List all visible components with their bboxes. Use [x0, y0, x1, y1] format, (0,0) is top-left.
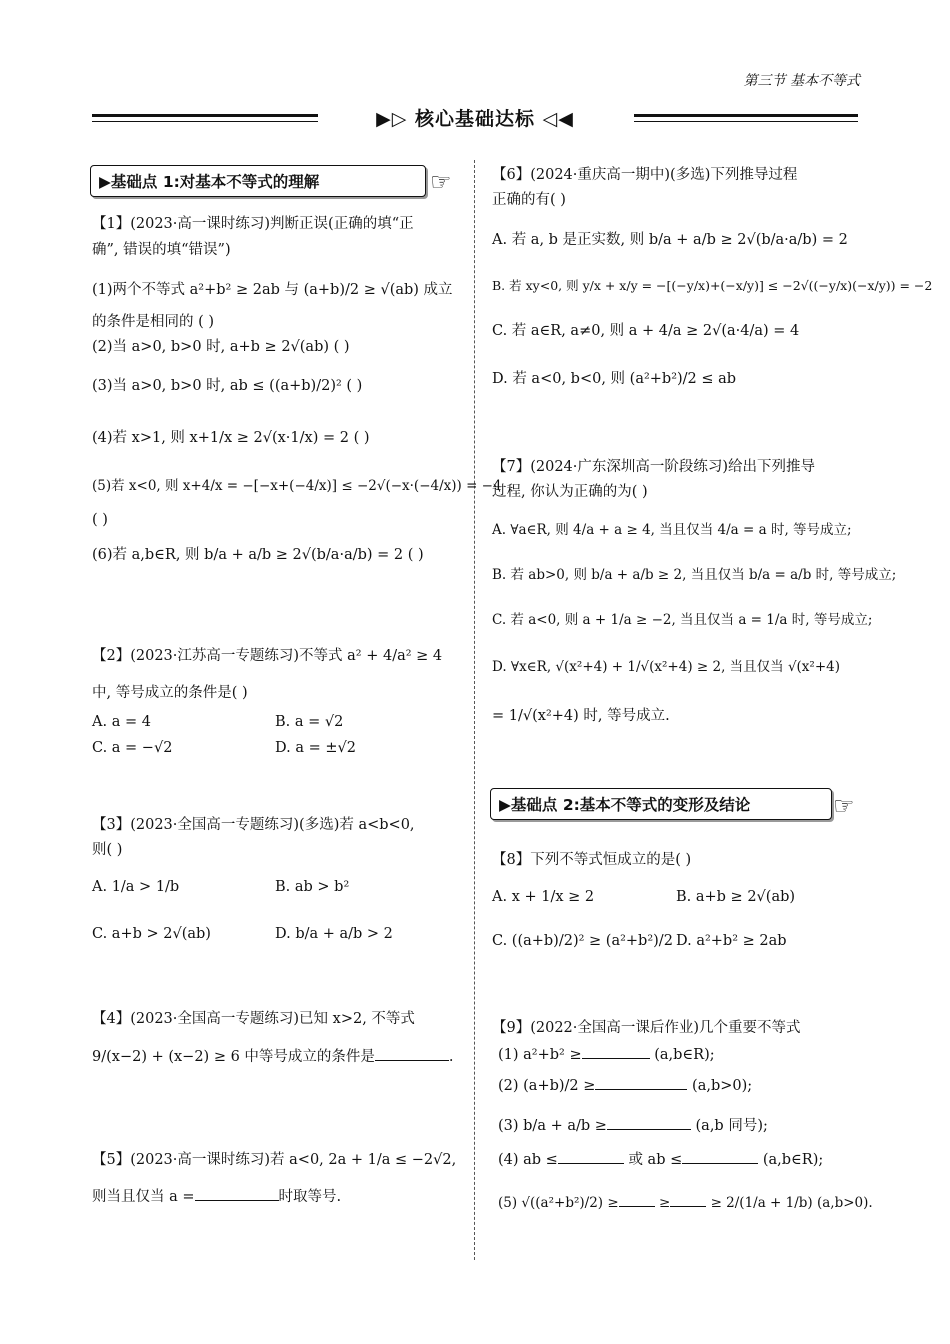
q1-3: (3)当 a>0, b>0 时, ab ≤ ((a+b)/2)² ( ) [92, 378, 363, 394]
banner-rule-right [634, 114, 858, 117]
q9-1-blank[interactable] [582, 1044, 650, 1059]
q2-line1: 【2】(2023·江苏高一专题练习)不等式 a² + 4/a² ≥ 4 [92, 648, 443, 664]
q7-line1: 【7】(2024·广东深圳高一阶段练习)给出下列推导 [492, 459, 816, 475]
column-divider [474, 160, 475, 1260]
q4-line1: 【4】(2023·全国高一专题练习)已知 x>2, 不等式 [92, 1011, 415, 1027]
q9-2 [498, 1075, 752, 1096]
q9-1-cond: (a,b∈R); [654, 1047, 715, 1063]
section-2-label: ▶基础点 2:基本不等式的变形及结论 [490, 788, 832, 820]
q3-option-d: D. b/a + a/b > 2 [275, 926, 393, 942]
pointing-hand-icon-2: ☞ [833, 792, 855, 820]
q9-4-cond: (a,b∈R); [762, 1152, 824, 1168]
q7-option-c: C. 若 a<0, 则 a + 1/a ≥ −2, 当且仅当 a = 1/a 时, 等号成立; [492, 612, 873, 628]
q9-3-text: (3) b/a + a/b ≥ [498, 1118, 607, 1134]
q9-4 [498, 1149, 823, 1170]
q6-line2: 正确的有( ) [492, 192, 566, 208]
q9-3 [498, 1115, 768, 1136]
q5-line2 [92, 1186, 341, 1207]
q5-line1: 【5】(2023·高一课时练习)若 a<0, 2a + 1/a ≤ −2√2, [92, 1152, 457, 1168]
q1-line2: 确”, 错误的填“错误”) [92, 242, 231, 258]
q2-option-a: A. a = 4 [92, 714, 151, 730]
q5-line2-tail: 时取等号. [278, 1189, 342, 1205]
section-1-label: ▶基础点 1:对基本不等式的理解 [90, 165, 426, 197]
q9-2-cond: (a,b>0); [692, 1078, 753, 1094]
q5-line2-text: 则当且仅当 a = [92, 1189, 195, 1205]
q9-2-blank[interactable] [595, 1075, 687, 1090]
q8-option-d: D. a²+b² ≥ 2ab [676, 933, 787, 949]
q9-4-text: (4) ab ≤ [498, 1152, 558, 1168]
q1-6: (6)若 a,b∈R, 则 b/a + a/b ≥ 2√(b/a·a/b) = 2 ( ) [92, 547, 424, 563]
q8-option-a: A. x + 1/x ≥ 2 [492, 889, 595, 905]
q4-answer-blank[interactable] [375, 1046, 449, 1061]
q9-line1: 【9】(2022·全国高一课后作业)几个重要不等式 [492, 1020, 801, 1036]
q9-3-cond: (a,b 同号); [695, 1118, 768, 1134]
q9-4-blank-a[interactable] [558, 1149, 624, 1164]
q6-option-d: D. 若 a<0, b<0, 则 (a²+b²)/2 ≤ ab [492, 371, 737, 387]
q4-line2-text: 9/(x−2) + (x−2) ≥ 6 中等号成立的条件是 [92, 1049, 375, 1065]
banner-rule-right-thin [634, 121, 858, 122]
q1-1-cont: 的条件是相同的 ( ) [92, 314, 215, 330]
q1-2: (2)当 a>0, b>0 时, a+b ≥ 2√(ab) ( ) [92, 339, 350, 355]
section-header: 第三节 基本不等式 [743, 73, 860, 89]
q7-option-a: A. ∀a∈R, 则 4/a + a ≥ 4, 当且仅当 4/a = a 时, 等号成立; [492, 522, 852, 538]
q6-option-a: A. 若 a, b 是正实数, 则 b/a + a/b ≥ 2√(b/a·a/b) = 2 [492, 232, 848, 248]
q9-5-blank-b[interactable] [670, 1192, 706, 1207]
q7-option-b: B. 若 ab>0, 则 b/a + a/b ≥ 2, 当且仅当 b/a = a/b 时, 等号成立; [492, 567, 897, 583]
q5-answer-blank[interactable] [195, 1186, 279, 1201]
q9-5-ge: ≥ [658, 1195, 671, 1211]
pointing-hand-icon: ☞ [430, 168, 452, 196]
q9-1 [498, 1044, 715, 1065]
q9-5-tail: ≥ 2/(1/a + 1/b) (a,b>0). [710, 1195, 873, 1211]
q9-3-blank[interactable] [607, 1115, 691, 1130]
q6-option-b: B. 若 xy<0, 则 y/x + x/y = −[(−y/x)+(−x/y)] ≤ −2√((−y/x)(−x/y)) = −2 [492, 278, 933, 293]
q3-option-c: C. a+b > 2√(ab) [92, 926, 211, 942]
q3-line1: 【3】(2023·全国高一专题练习)(多选)若 a<b<0, [92, 817, 415, 833]
banner-rule-left-thin [92, 121, 318, 122]
q1-line1: 【1】(2023·高一课时练习)判断正误(正确的填“正 [92, 216, 414, 232]
q3-line2: 则( ) [92, 842, 123, 858]
q9-1-text: (1) a²+b² ≥ [498, 1047, 582, 1063]
q1-5-paren: ( ) [92, 512, 108, 528]
q3-option-a: A. 1/a > 1/b [92, 879, 180, 895]
banner-title: ▶▷ 核心基础达标 ◁◀ [376, 108, 574, 130]
q1-4: (4)若 x>1, 则 x+1/x ≥ 2√(x·1/x) = 2 ( ) [92, 430, 370, 446]
q1-1: (1)两个不等式 a²+b² ≥ 2ab 与 (a+b)/2 ≥ √(ab) 成立 [92, 282, 453, 298]
q9-5-blank-a[interactable] [619, 1192, 655, 1207]
q7-line2: 过程, 你认为正确的为( ) [492, 484, 648, 500]
q1-5: (5)若 x<0, 则 x+4/x = −[−x+(−4/x)] ≤ −2√(−x·(−4/x)) = −4 [92, 478, 502, 494]
q8-option-b: B. a+b ≥ 2√(ab) [676, 889, 796, 905]
q9-2-text: (2) (a+b)/2 ≥ [498, 1078, 596, 1094]
q7-option-d: D. ∀x∈R, √(x²+4) + 1/√(x²+4) ≥ 2, 当且仅当 √(x²+4) [492, 659, 841, 675]
q6-line1: 【6】(2024·重庆高一期中)(多选)下列推导过程 [492, 167, 798, 183]
q2-option-c: C. a = −√2 [92, 740, 173, 756]
q9-5-text: (5) √((a²+b²)/2) ≥ [498, 1195, 619, 1211]
q2-option-d: D. a = ±√2 [275, 740, 356, 756]
q4-line2: 9/(x−2) + (x−2) ≥ 6 中等号成立的条件是 . [92, 1046, 454, 1067]
q9-4-or: 或 ab ≤ [628, 1152, 683, 1168]
q8-line1: 【8】下列不等式恒成立的是( ) [492, 852, 692, 868]
q9-4-blank-b[interactable] [682, 1149, 758, 1164]
q3-option-b: B. ab > b² [275, 879, 350, 895]
q6-option-c: C. 若 a∈R, a≠0, 则 a + 4/a ≥ 2√(a·4/a) = 4 [492, 323, 800, 339]
q9-5 [498, 1192, 873, 1213]
q8-option-c: C. ((a+b)/2)² ≥ (a²+b²)/2 [492, 933, 673, 949]
banner-rule-left [92, 114, 318, 117]
q2-option-b: B. a = √2 [275, 714, 344, 730]
q7-option-d-cont: = 1/√(x²+4) 时, 等号成立. [492, 708, 670, 724]
q2-line2: 中, 等号成立的条件是( ) [92, 685, 248, 701]
